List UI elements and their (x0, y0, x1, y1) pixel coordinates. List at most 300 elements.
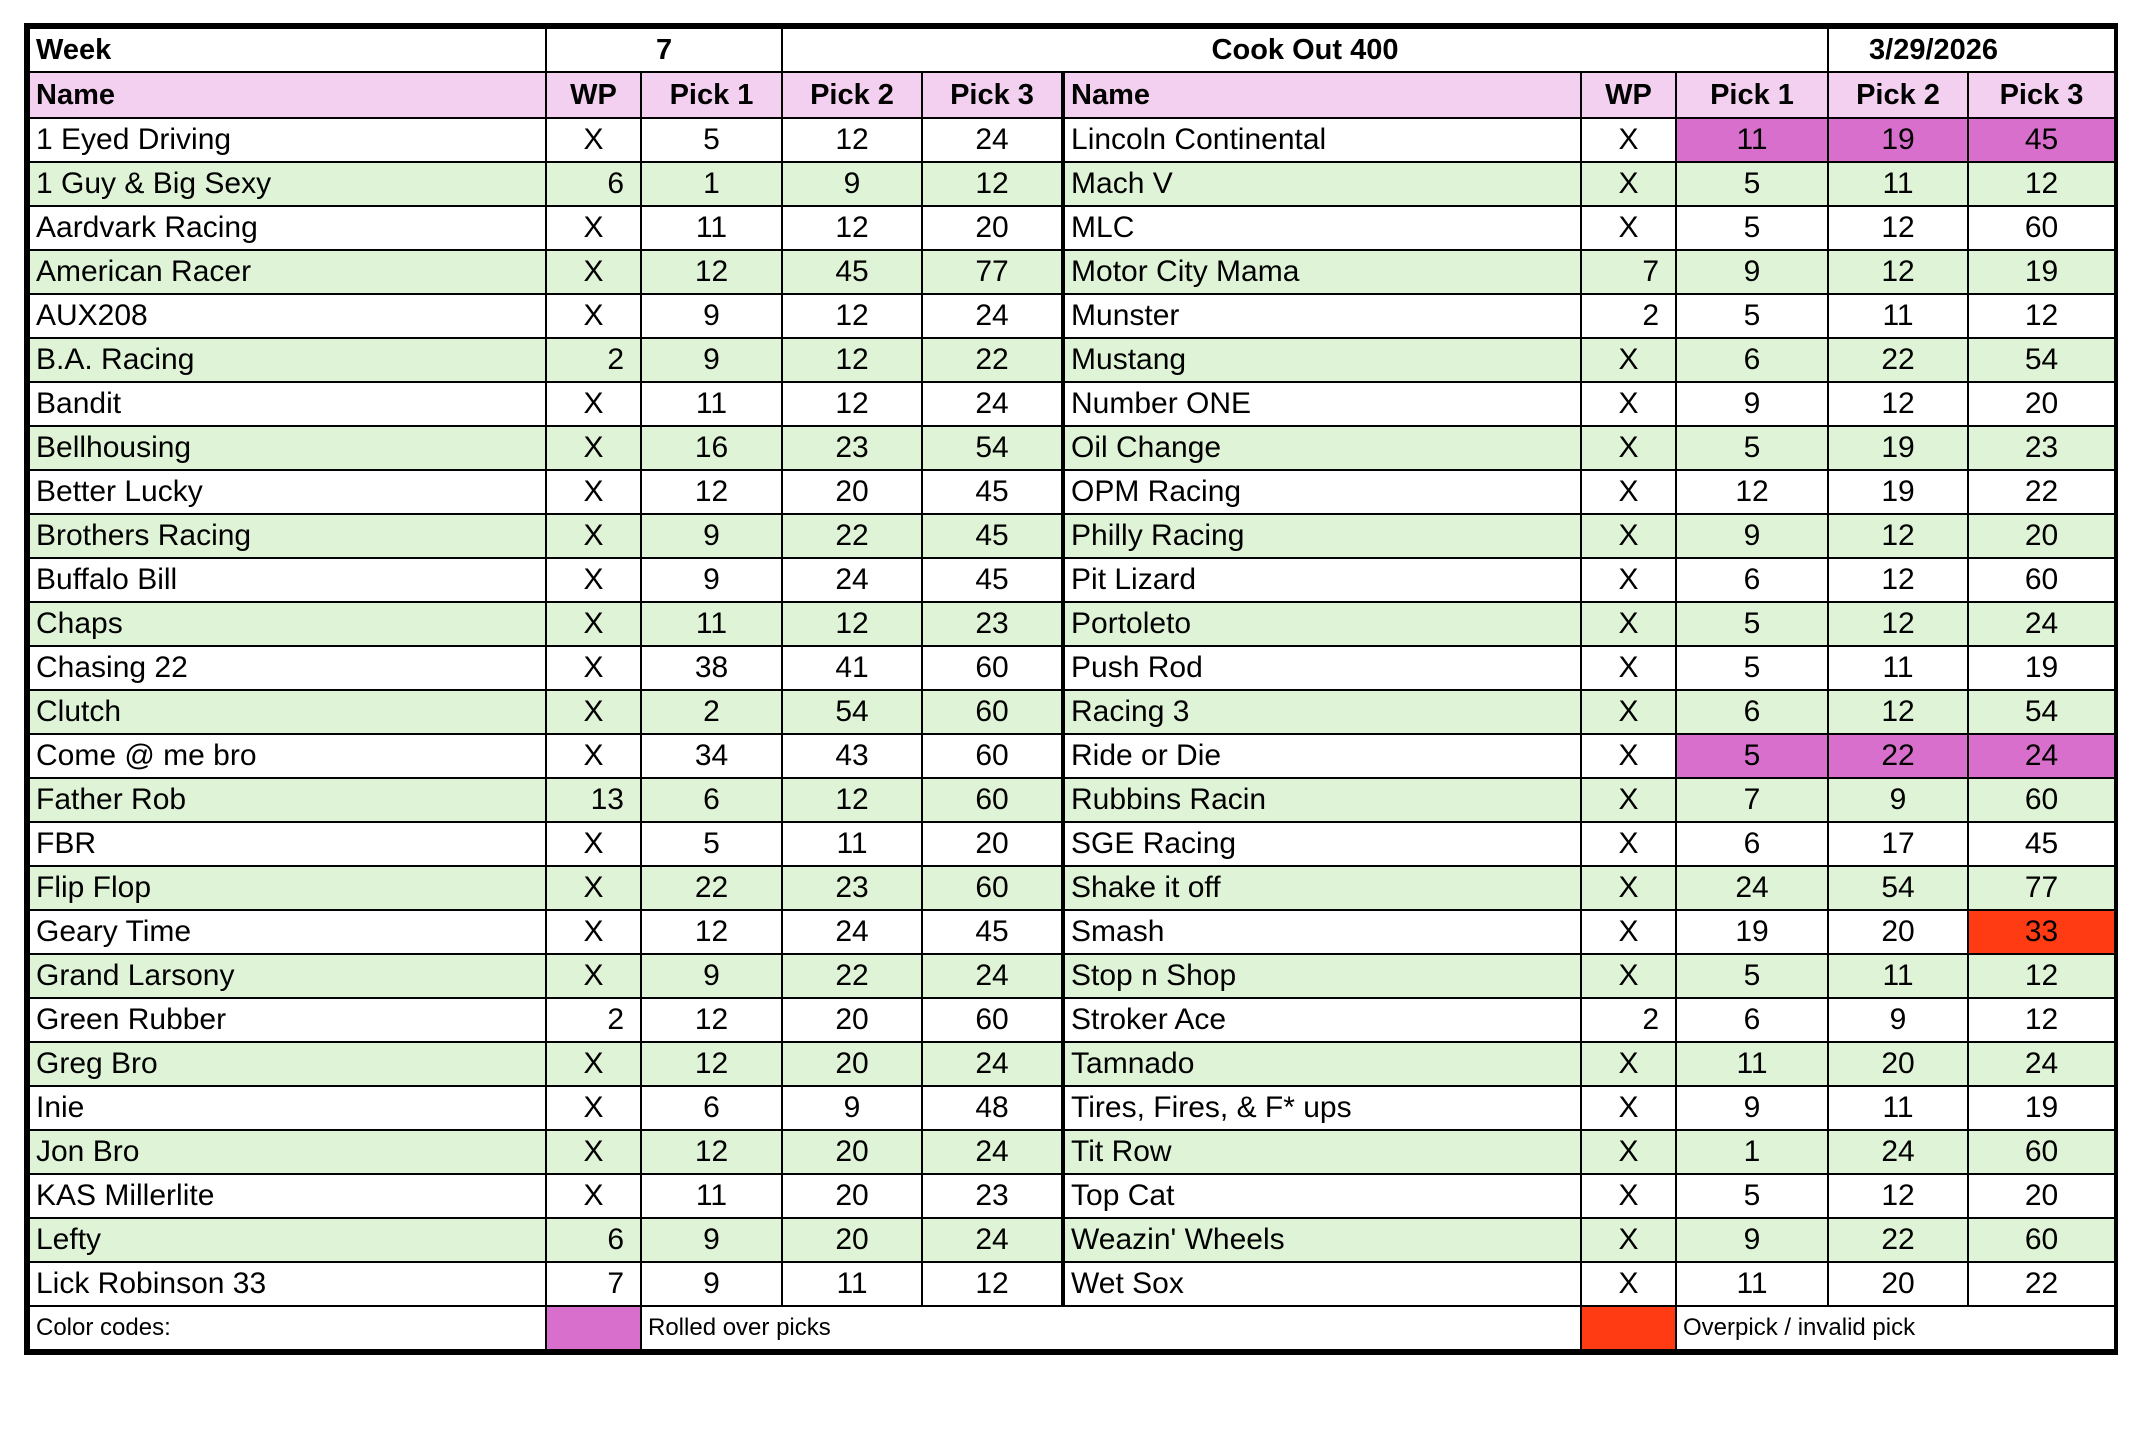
pick1-cell-right: 5 (1676, 294, 1828, 338)
pick2-cell-left: 54 (782, 690, 922, 734)
wp-cell-left: 13 (546, 778, 641, 822)
pick2-cell-left: 22 (782, 954, 922, 998)
pick3-cell-left: 45 (922, 470, 1063, 514)
week-number: 7 (546, 28, 782, 72)
wp-cell-left: X (546, 514, 641, 558)
wp-cell-left: X (546, 910, 641, 954)
wp-cell-right: X (1581, 1042, 1676, 1086)
pick1-cell-right: 6 (1676, 338, 1828, 382)
pick1-cell-left: 5 (641, 118, 782, 162)
pick3-cell-right: 60 (1968, 1130, 2115, 1174)
pick3-cell-left: 45 (922, 558, 1063, 602)
wp-cell-right: X (1581, 910, 1676, 954)
pick1-cell-right: 11 (1676, 1042, 1828, 1086)
legend-swatch-overpick (1581, 1306, 1676, 1350)
pick1-cell-left: 34 (641, 734, 782, 778)
legend-overpick-text: Overpick / invalid pick (1676, 1306, 2115, 1350)
pick2-cell-right: 12 (1828, 382, 1968, 426)
pick1-cell-left: 6 (641, 778, 782, 822)
wp-cell-right: X (1581, 558, 1676, 602)
week-label: Week (29, 28, 546, 72)
pick1-cell-right: 9 (1676, 1086, 1828, 1130)
pick2-cell-right: 12 (1828, 514, 1968, 558)
table-row (29, 1218, 2115, 1262)
entrant-name-right: Smash (1063, 910, 1581, 954)
pick3-cell-right: 19 (1968, 1086, 2115, 1130)
pick2-cell-left: 11 (782, 1262, 922, 1306)
pick3-cell-left: 24 (922, 118, 1063, 162)
wp-cell-right: X (1581, 954, 1676, 998)
pick3-cell-left: 23 (922, 602, 1063, 646)
wp-cell-left: X (546, 1130, 641, 1174)
pick1-cell-left: 22 (641, 866, 782, 910)
pick3-cell-right: 77 (1968, 866, 2115, 910)
pick3-cell-right: 60 (1968, 1218, 2115, 1262)
entrant-name-left: Come @ me bro (29, 734, 546, 778)
wp-cell-left: X (546, 382, 641, 426)
pick2-cell-left: 23 (782, 866, 922, 910)
wp-cell-left: 7 (546, 1262, 641, 1306)
pick2-cell-left: 12 (782, 338, 922, 382)
legend-row (29, 1306, 2115, 1350)
entrant-name-right: Weazin' Wheels (1063, 1218, 1581, 1262)
pick2-cell-right: 12 (1828, 602, 1968, 646)
pick3-cell-right: 12 (1968, 954, 2115, 998)
table-row (29, 1174, 2115, 1218)
pick1-cell-right: 24 (1676, 866, 1828, 910)
wp-cell-left: X (546, 734, 641, 778)
pick1-cell-right: 5 (1676, 206, 1828, 250)
wp-cell-right: X (1581, 1174, 1676, 1218)
table-row (29, 822, 2115, 866)
entrant-name-right: Shake it off (1063, 866, 1581, 910)
pick2-cell-right: 19 (1828, 470, 1968, 514)
col-header-name-right: Name (1063, 72, 1581, 118)
pick2-cell-right: 17 (1828, 822, 1968, 866)
pick3-cell-left: 24 (922, 294, 1063, 338)
pick3-cell-right: 19 (1968, 250, 2115, 294)
pick3-cell-right: 22 (1968, 470, 2115, 514)
entrant-name-right: SGE Racing (1063, 822, 1581, 866)
pick1-cell-left: 9 (641, 1262, 782, 1306)
pick1-cell-right: 1 (1676, 1130, 1828, 1174)
pick1-cell-right: 5 (1676, 646, 1828, 690)
pick1-cell-right: 9 (1676, 1218, 1828, 1262)
entrant-name-left: Lick Robinson 33 (29, 1262, 546, 1306)
pick1-cell-right: 5 (1676, 1174, 1828, 1218)
pick2-cell-right: 11 (1828, 646, 1968, 690)
col-header-wp-right: WP (1581, 72, 1676, 118)
pick1-cell-left: 38 (641, 646, 782, 690)
pick2-cell-right: 12 (1828, 690, 1968, 734)
pick1-cell-right: 9 (1676, 250, 1828, 294)
wp-cell-left: X (546, 426, 641, 470)
wp-cell-right: X (1581, 1218, 1676, 1262)
pick3-cell-right: 60 (1968, 206, 2115, 250)
pick2-cell-left: 12 (782, 118, 922, 162)
pick3-cell-right: 12 (1968, 998, 2115, 1042)
pick3-cell-right: 20 (1968, 514, 2115, 558)
pick3-cell-right: 54 (1968, 690, 2115, 734)
pick3-cell-right: 23 (1968, 426, 2115, 470)
picks-table (28, 27, 2116, 1351)
pick2-cell-right: 12 (1828, 206, 1968, 250)
picks-sheet (24, 23, 2118, 1355)
entrant-name-right: Push Rod (1063, 646, 1581, 690)
entrant-name-left: Better Lucky (29, 470, 546, 514)
entrant-name-left: Jon Bro (29, 1130, 546, 1174)
wp-cell-left: X (546, 954, 641, 998)
pick3-cell-right: 19 (1968, 646, 2115, 690)
pick1-cell-right: 7 (1676, 778, 1828, 822)
entrant-name-left: Bandit (29, 382, 546, 426)
table-row (29, 470, 2115, 514)
wp-cell-right: X (1581, 1262, 1676, 1306)
pick2-cell-right: 11 (1828, 1086, 1968, 1130)
pick1-cell-left: 11 (641, 382, 782, 426)
entrant-name-left: Lefty (29, 1218, 546, 1262)
table-row (29, 118, 2115, 162)
table-row (29, 734, 2115, 778)
pick1-cell-left: 2 (641, 690, 782, 734)
wp-cell-left: X (546, 558, 641, 602)
entrant-name-right: Tires, Fires, & F* ups (1063, 1086, 1581, 1130)
pick2-cell-left: 20 (782, 1042, 922, 1086)
wp-cell-left: X (546, 294, 641, 338)
pick2-cell-right: 12 (1828, 1174, 1968, 1218)
pick3-cell-left: 24 (922, 954, 1063, 998)
wp-cell-right: X (1581, 602, 1676, 646)
pick3-cell-left: 22 (922, 338, 1063, 382)
wp-cell-left: X (546, 118, 641, 162)
table-row (29, 250, 2115, 294)
wp-cell-right: X (1581, 162, 1676, 206)
pick2-cell-right: 19 (1828, 426, 1968, 470)
table-row (29, 426, 2115, 470)
wp-cell-left: X (546, 1042, 641, 1086)
pick1-cell-left: 12 (641, 998, 782, 1042)
pick2-cell-left: 43 (782, 734, 922, 778)
entrant-name-left: AUX208 (29, 294, 546, 338)
wp-cell-right: X (1581, 734, 1676, 778)
pick3-cell-right: 24 (1968, 602, 2115, 646)
pick2-cell-right: 12 (1828, 250, 1968, 294)
col-header-pick2-left: Pick 2 (782, 72, 922, 118)
wp-cell-right: X (1581, 690, 1676, 734)
race-date: 3/29/2026 (1828, 28, 2115, 72)
pick2-cell-left: 41 (782, 646, 922, 690)
pick1-cell-left: 12 (641, 1130, 782, 1174)
pick1-cell-right: 5 (1676, 734, 1828, 778)
pick2-cell-right: 22 (1828, 338, 1968, 382)
col-header-pick1-right: Pick 1 (1676, 72, 1828, 118)
pick2-cell-left: 11 (782, 822, 922, 866)
pick1-cell-left: 12 (641, 470, 782, 514)
pick2-cell-right: 9 (1828, 778, 1968, 822)
entrant-name-left: Clutch (29, 690, 546, 734)
table-row (29, 646, 2115, 690)
pick2-cell-left: 12 (782, 602, 922, 646)
pick2-cell-left: 20 (782, 998, 922, 1042)
pick2-cell-right: 11 (1828, 954, 1968, 998)
entrant-name-left: Green Rubber (29, 998, 546, 1042)
wp-cell-right: X (1581, 866, 1676, 910)
table-row (29, 690, 2115, 734)
col-header-pick3-right: Pick 3 (1968, 72, 2115, 118)
pick2-cell-left: 20 (782, 1218, 922, 1262)
pick1-cell-right: 5 (1676, 162, 1828, 206)
entrant-name-left: B.A. Racing (29, 338, 546, 382)
pick3-cell-left: 48 (922, 1086, 1063, 1130)
entrant-name-right: Mach V (1063, 162, 1581, 206)
pick2-cell-left: 20 (782, 1174, 922, 1218)
pick2-cell-left: 20 (782, 470, 922, 514)
entrant-name-left: Bellhousing (29, 426, 546, 470)
pick1-cell-left: 11 (641, 206, 782, 250)
table-row (29, 778, 2115, 822)
pick1-cell-right: 5 (1676, 426, 1828, 470)
pick2-cell-left: 23 (782, 426, 922, 470)
wp-cell-right: X (1581, 778, 1676, 822)
pick3-cell-right: 54 (1968, 338, 2115, 382)
entrant-name-left: 1 Eyed Driving (29, 118, 546, 162)
pick2-cell-right: 12 (1828, 558, 1968, 602)
table-row (29, 514, 2115, 558)
col-header-pick2-right: Pick 2 (1828, 72, 1968, 118)
entrant-name-right: Stroker Ace (1063, 998, 1581, 1042)
pick3-cell-left: 77 (922, 250, 1063, 294)
pick1-cell-left: 11 (641, 1174, 782, 1218)
entrant-name-right: Racing 3 (1063, 690, 1581, 734)
pick2-cell-left: 24 (782, 910, 922, 954)
pick1-cell-left: 6 (641, 1086, 782, 1130)
pick3-cell-left: 45 (922, 514, 1063, 558)
pick1-cell-right: 6 (1676, 998, 1828, 1042)
wp-cell-left: X (546, 822, 641, 866)
pick3-cell-left: 60 (922, 646, 1063, 690)
entrant-name-left: American Racer (29, 250, 546, 294)
pick2-cell-left: 12 (782, 294, 922, 338)
pick3-cell-left: 54 (922, 426, 1063, 470)
wp-cell-right: X (1581, 118, 1676, 162)
entrant-name-right: MLC (1063, 206, 1581, 250)
entrant-name-left: Greg Bro (29, 1042, 546, 1086)
table-row (29, 206, 2115, 250)
entrant-name-left: Flip Flop (29, 866, 546, 910)
pick1-cell-right: 12 (1676, 470, 1828, 514)
entrant-name-left: KAS Millerlite (29, 1174, 546, 1218)
pick2-cell-right: 24 (1828, 1130, 1968, 1174)
pick3-cell-left: 20 (922, 206, 1063, 250)
entrant-name-right: Ride or Die (1063, 734, 1581, 778)
table-row (29, 338, 2115, 382)
wp-cell-right: X (1581, 382, 1676, 426)
pick3-cell-right: 12 (1968, 294, 2115, 338)
pick1-cell-right: 11 (1676, 118, 1828, 162)
pick1-cell-left: 11 (641, 602, 782, 646)
table-row (29, 162, 2115, 206)
entrant-name-right: Stop n Shop (1063, 954, 1581, 998)
pick2-cell-left: 9 (782, 1086, 922, 1130)
wp-cell-left: X (546, 646, 641, 690)
title-row (29, 28, 2115, 72)
col-header-pick1-left: Pick 1 (641, 72, 782, 118)
wp-cell-right: X (1581, 1130, 1676, 1174)
pick2-cell-right: 20 (1828, 1262, 1968, 1306)
entrant-name-right: Mustang (1063, 338, 1581, 382)
entrant-name-right: Tamnado (1063, 1042, 1581, 1086)
pick1-cell-left: 9 (641, 514, 782, 558)
entrant-name-left: FBR (29, 822, 546, 866)
pick2-cell-left: 12 (782, 382, 922, 426)
wp-cell-left: X (546, 690, 641, 734)
wp-cell-right: X (1581, 514, 1676, 558)
pick1-cell-left: 16 (641, 426, 782, 470)
entrant-name-right: Motor City Mama (1063, 250, 1581, 294)
wp-cell-left: 6 (546, 1218, 641, 1262)
wp-cell-right: X (1581, 470, 1676, 514)
pick3-cell-left: 60 (922, 778, 1063, 822)
entrant-name-left: Father Rob (29, 778, 546, 822)
wp-cell-right: X (1581, 822, 1676, 866)
wp-cell-left: X (546, 1174, 641, 1218)
pick2-cell-left: 22 (782, 514, 922, 558)
wp-cell-right: X (1581, 646, 1676, 690)
entrant-name-right: Tit Row (1063, 1130, 1581, 1174)
entrant-name-left: Chaps (29, 602, 546, 646)
pick2-cell-right: 9 (1828, 998, 1968, 1042)
pick1-cell-left: 9 (641, 294, 782, 338)
wp-cell-left: 2 (546, 338, 641, 382)
entrant-name-left: 1 Guy & Big Sexy (29, 162, 546, 206)
pick1-cell-right: 6 (1676, 558, 1828, 602)
pick1-cell-right: 9 (1676, 382, 1828, 426)
pick1-cell-left: 5 (641, 822, 782, 866)
pick2-cell-left: 24 (782, 558, 922, 602)
entrant-name-right: Philly Racing (1063, 514, 1581, 558)
entrant-name-right: Number ONE (1063, 382, 1581, 426)
pick2-cell-right: 20 (1828, 1042, 1968, 1086)
pick3-cell-left: 60 (922, 998, 1063, 1042)
pick3-cell-left: 60 (922, 690, 1063, 734)
entrant-name-right: Wet Sox (1063, 1262, 1581, 1306)
entrant-name-right: Top Cat (1063, 1174, 1581, 1218)
entrant-name-left: Inie (29, 1086, 546, 1130)
entrant-name-right: Munster (1063, 294, 1581, 338)
wp-cell-right: X (1581, 338, 1676, 382)
entrant-name-left: Buffalo Bill (29, 558, 546, 602)
entrant-name-right: Portoleto (1063, 602, 1581, 646)
pick2-cell-right: 54 (1828, 866, 1968, 910)
table-row (29, 998, 2115, 1042)
table-row (29, 294, 2115, 338)
table-row (29, 1262, 2115, 1306)
pick3-cell-left: 24 (922, 1130, 1063, 1174)
wp-cell-right: 2 (1581, 294, 1676, 338)
pick1-cell-right: 6 (1676, 822, 1828, 866)
pick1-cell-right: 9 (1676, 514, 1828, 558)
pick3-cell-right: 24 (1968, 1042, 2115, 1086)
wp-cell-right: X (1581, 426, 1676, 470)
pick1-cell-right: 19 (1676, 910, 1828, 954)
entrant-name-right: Oil Change (1063, 426, 1581, 470)
wp-cell-right: 2 (1581, 998, 1676, 1042)
legend-label: Color codes: (29, 1306, 546, 1350)
race-name: Cook Out 400 (782, 28, 1828, 72)
wp-cell-right: X (1581, 1086, 1676, 1130)
pick3-cell-left: 60 (922, 734, 1063, 778)
wp-cell-right: 7 (1581, 250, 1676, 294)
wp-cell-left: X (546, 206, 641, 250)
pick3-cell-right: 12 (1968, 162, 2115, 206)
pick1-cell-left: 9 (641, 338, 782, 382)
table-row (29, 558, 2115, 602)
pick2-cell-left: 45 (782, 250, 922, 294)
pick1-cell-left: 9 (641, 954, 782, 998)
pick1-cell-left: 12 (641, 250, 782, 294)
col-header-pick3-left: Pick 3 (922, 72, 1063, 118)
pick2-cell-right: 11 (1828, 294, 1968, 338)
legend-swatch-rolled (546, 1306, 641, 1350)
table-row (29, 866, 2115, 910)
pick3-cell-left: 12 (922, 162, 1063, 206)
pick3-cell-right: 45 (1968, 822, 2115, 866)
entrant-name-left: Grand Larsony (29, 954, 546, 998)
pick1-cell-right: 5 (1676, 954, 1828, 998)
table-row (29, 1042, 2115, 1086)
table-row (29, 1086, 2115, 1130)
pick2-cell-right: 19 (1828, 118, 1968, 162)
pick3-cell-left: 45 (922, 910, 1063, 954)
pick3-cell-left: 24 (922, 1042, 1063, 1086)
wp-cell-left: 6 (546, 162, 641, 206)
col-header-name-left: Name (29, 72, 546, 118)
legend-rolled-text: Rolled over picks (641, 1306, 1581, 1350)
pick2-cell-right: 20 (1828, 910, 1968, 954)
pick1-cell-left: 9 (641, 1218, 782, 1262)
pick3-cell-right: 22 (1968, 1262, 2115, 1306)
pick1-cell-left: 1 (641, 162, 782, 206)
wp-cell-right: X (1581, 206, 1676, 250)
wp-cell-left: X (546, 602, 641, 646)
pick3-cell-left: 12 (922, 1262, 1063, 1306)
pick2-cell-left: 12 (782, 778, 922, 822)
pick2-cell-left: 20 (782, 1130, 922, 1174)
table-row (29, 382, 2115, 426)
pick3-cell-right: 20 (1968, 1174, 2115, 1218)
pick2-cell-right: 11 (1828, 162, 1968, 206)
entrant-name-right: Lincoln Continental (1063, 118, 1581, 162)
pick3-cell-left: 20 (922, 822, 1063, 866)
wp-cell-left: 2 (546, 998, 641, 1042)
wp-cell-left: X (546, 1086, 641, 1130)
pick1-cell-right: 5 (1676, 602, 1828, 646)
entrant-name-right: Pit Lizard (1063, 558, 1581, 602)
pick2-cell-left: 12 (782, 206, 922, 250)
pick3-cell-right: 20 (1968, 382, 2115, 426)
pick3-cell-right: 24 (1968, 734, 2115, 778)
table-row (29, 954, 2115, 998)
pick1-cell-right: 11 (1676, 1262, 1828, 1306)
wp-cell-left: X (546, 470, 641, 514)
pick3-cell-right: 60 (1968, 558, 2115, 602)
pick3-cell-right: 60 (1968, 778, 2115, 822)
pick1-cell-right: 6 (1676, 690, 1828, 734)
entrant-name-right: Rubbins Racin (1063, 778, 1581, 822)
pick3-cell-left: 24 (922, 1218, 1063, 1262)
entrant-name-left: Chasing 22 (29, 646, 546, 690)
pick1-cell-left: 9 (641, 558, 782, 602)
